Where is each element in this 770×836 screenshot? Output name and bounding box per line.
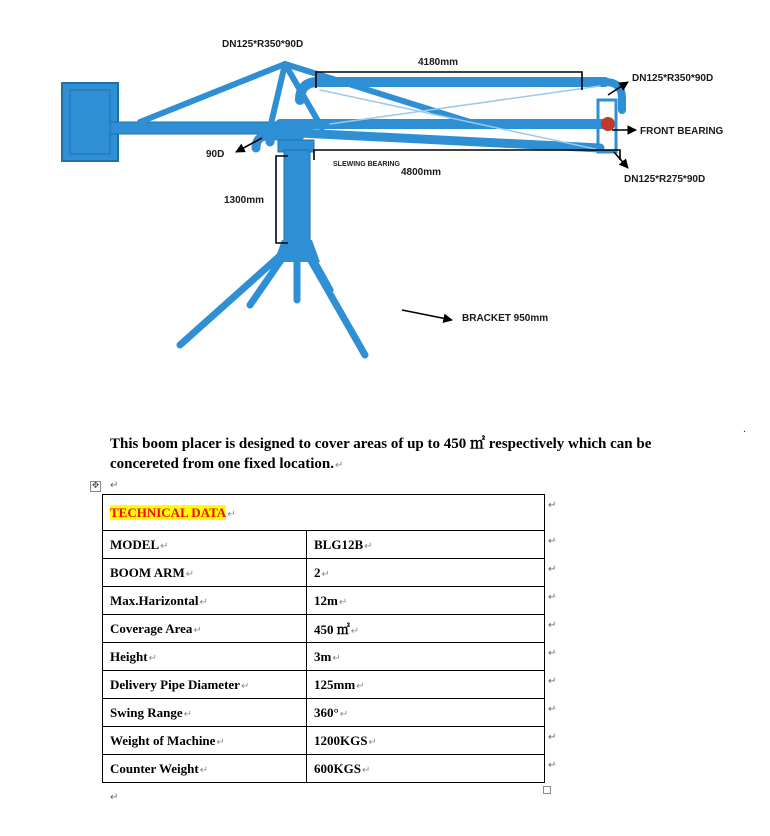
paragraph-mark: ↵ [364,540,373,552]
table-row [103,727,545,755]
row-end-mark: ↵ [548,500,557,511]
label-dim-1300: 1300mm [224,195,265,206]
spec-label-cell [103,531,307,559]
boom-placer-diagram [0,0,770,400]
table-row [103,699,545,727]
spec-label: BOOM ARM [110,564,185,580]
paragraph-mark: ↵ [361,764,371,776]
spec-label-cell [103,699,307,727]
row-end-mark: ↵ [548,564,557,575]
spec-value-cell [307,531,545,559]
spec-label-cell [103,755,307,783]
spec-label-cell [103,615,307,643]
paragraph-mark: ↵ [332,652,341,664]
label-pipe-right-top: DN125*R350*90D [632,73,714,84]
spec-label-cell [103,671,307,699]
intro-text-before: This boom placer is designed to cover areas of up to 450 [110,436,471,452]
label-elbow-90d: 90D [206,149,225,160]
label-bracket: BRACKET 950mm [462,313,549,324]
table-row [103,559,545,587]
paragraph-mark: ↵ [199,596,208,608]
spec-value: 1200KGS [314,732,368,748]
paragraph-mark: ↵ [338,596,348,608]
spec-value: 2 [314,564,321,580]
spec-label: Height [110,648,148,664]
spec-value-cell [307,671,545,699]
paragraph-mark: ↵ [193,624,202,636]
spec-value: 3m [314,648,332,664]
table-row [103,671,545,699]
spec-label: MODEL [110,536,160,552]
spec-value: 125mm [314,676,356,692]
table-row [103,615,545,643]
table-row [103,587,545,615]
label-pipe-right-bottom: DN125*R275*90D [624,174,706,185]
column [284,150,310,250]
spec-label-cell [103,727,307,755]
spec-label: Swing Range [110,704,183,720]
paragraph-mark: ↵ [350,626,360,637]
paragraph-mark: ↵ [227,508,236,520]
paragraph-mark: ↵ [339,708,349,720]
paragraph-mark: ↵ [148,652,157,664]
paragraph-mark: ↵ [240,680,250,692]
label-slewing-bearing: SLEWING BEARING [333,161,400,168]
table-row [103,643,545,671]
spec-value: 600KGS [314,760,361,776]
paragraph-mark: ↵ [185,568,195,580]
table-header-row [103,495,545,531]
table-row [103,755,545,783]
label-pipe-top: DN125*R350*90D [222,39,304,50]
row-end-mark: ↵ [548,536,557,547]
intro-paragraph [110,434,690,476]
stray-dot: . [743,424,746,435]
spec-label: Weight of Machine [110,732,216,748]
paragraph-mark: ↵ [110,480,119,491]
spec-value: 450 ㎡ [314,622,350,637]
spec-label: Coverage Area [110,620,193,636]
row-end-mark: ↵ [548,732,557,743]
spec-value: BLG12B [314,536,364,552]
row-end-mark: ↵ [548,704,557,715]
spec-value-cell [307,643,545,671]
spec-label: Counter Weight [110,760,199,776]
paragraph-mark: ↵ [110,792,119,803]
label-front-bearing: FRONT BEARING [640,126,724,137]
spec-value-cell [307,755,545,783]
spec-label-cell [103,643,307,671]
spec-label: Delivery Pipe Diameter [110,676,240,692]
table-move-handle-icon[interactable]: ✥ [91,481,100,491]
table-header-cell [103,495,545,531]
paragraph-mark: ↵ [216,736,225,748]
intro-unit: ㎡ [470,436,486,452]
technical-data-heading: TECHNICAL DATA [110,504,227,520]
spec-value: 12m [314,592,338,608]
paragraph-mark: ↵ [160,540,169,552]
spec-label-cell [103,587,307,615]
row-end-mark: ↵ [548,648,557,659]
table-row [103,531,545,559]
spec-value-cell [307,587,545,615]
paragraph-mark: ↵ [368,736,377,748]
spec-value: 360° [314,704,339,720]
row-end-mark: ↵ [548,676,557,687]
table-resize-handle[interactable] [543,786,551,794]
spec-label: Max.Harizontal [110,592,199,608]
row-end-mark: ↵ [548,760,557,771]
bracket-legs [180,245,365,355]
spec-label-cell [103,559,307,587]
row-end-mark: ↵ [548,592,557,603]
intro-text-after: respectively which can be concereted from one fixed location. [110,436,652,472]
spec-value-cell [307,615,545,643]
paragraph-mark: ↵ [321,568,330,580]
spec-value-cell [307,699,545,727]
label-dim-4800: 4800mm [401,167,442,178]
paragraph-mark: ↵ [183,708,192,720]
technical-data-table [102,494,545,783]
spec-value-cell [307,727,545,755]
label-dim-4180: 4180mm [418,57,459,68]
row-end-mark: ↵ [548,620,557,631]
paragraph-mark: ↵ [199,764,209,776]
spec-value-cell [307,559,545,587]
paragraph-mark: ↵ [334,460,344,471]
dimension-lines [276,72,620,243]
paragraph-mark: ↵ [356,680,365,692]
